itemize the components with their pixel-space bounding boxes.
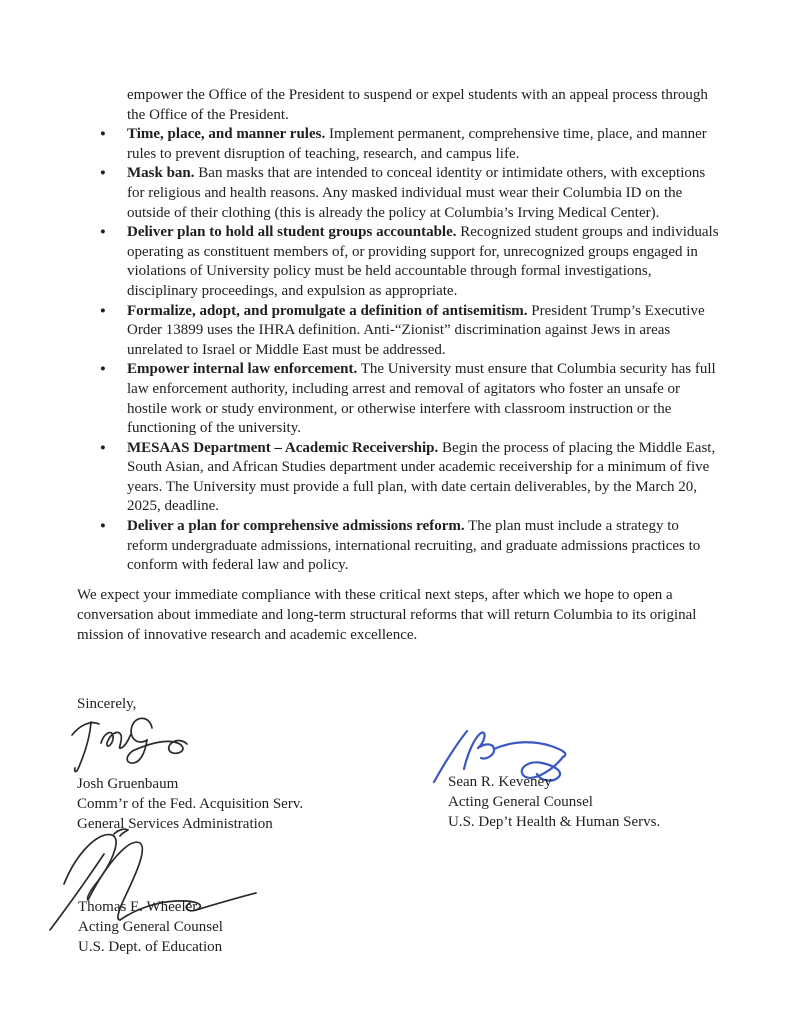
bullet-lead: Mask ban. [127,165,195,182]
bullet-lead: Empower internal law enforcement. [127,361,358,378]
valediction: Sincerely, [77,696,137,712]
signatory-name: Sean R. Keveney [448,774,552,790]
letter-body [77,86,719,645]
signatory-title: Acting General Counsel [78,919,223,935]
list-item [77,439,719,517]
list-item [77,223,719,301]
list-item [77,360,719,438]
bullet-text: President Trump’s Executive Order 13899 uses the IHRA definition. Anti-“Zionist” discrimination against Jews in areas unrelated to Israel or Middle East must be addressed. [127,302,705,358]
bullet-icon: ● [100,129,106,140]
bullet-icon: ● [100,305,106,316]
bullet-icon: ● [100,364,106,375]
list-item [77,164,719,223]
gruenbaum-signature-icon [66,706,196,780]
list-item [77,517,719,576]
closing-paragraph: We expect your immediate compliance with these critical next steps, after which we hope to open a conversation about immediate and long-term structural reforms that will return Columbia to its original mission of innovative research and academic excellence. [77,587,697,643]
bullet-text: Implement permanent, comprehensive time, place, and manner rules to prevent disruption of teaching, research, and campus life. [127,126,707,162]
demands-list [77,125,719,576]
signatory-block-wheeler [78,897,223,957]
bullet-lead: Deliver a plan for comprehensive admissions reform. [127,518,465,535]
bullet-continuation-text: empower the Office of the President to suspend or expel students with an appeal process through the Office of the President. [127,87,708,123]
signatory-name: Thomas E. Wheeler [78,899,198,915]
bullet-text: Recognized student groups and individuals operating as constituent members of, or providing support for, unrecognized groups engaged in violations of University policy must be held accountable through formal investigations, disciplinary proceedings, and expulsion as appropriate. [127,224,719,299]
bullet-icon: ● [100,442,106,453]
bullet-icon: ● [100,227,106,238]
list-item [77,302,719,361]
signatory-title: Comm’r of the Fed. Acquisition Serv. [77,796,304,812]
bullet-icon: ● [100,168,106,179]
bullet-lead: Formalize, adopt, and promulgate a definition of antisemitism. [127,302,528,319]
signatory-title: Acting General Counsel [448,794,593,810]
list-item [77,125,719,164]
bullet-icon: ● [100,521,106,532]
bullet-text: The plan must include a strategy to reform undergraduate admissions, international recruiting, and graduate admissions practices to conform with federal law and policy. [127,518,701,574]
bullet-lead: MESAAS Department – Academic Receivership. [127,439,439,456]
signatory-block-keveney [448,772,660,832]
signatory-org: General Services Administration [77,816,273,832]
signatory-org: U.S. Dep’t Health & Human Servs. [448,814,661,830]
signatory-name: Josh Gruenbaum [77,776,179,792]
signatory-block-gruenbaum [77,774,303,834]
bullet-lead: Deliver plan to hold all student groups accountable. [127,224,457,241]
bullet-text: Ban masks that are intended to conceal identity or intimidate others, with exceptions for religious and health reasons. Any masked individual must wear their Columbia ID on the outside of their clothing (this is already the policy at Columbia’s Irving Medical Center). [127,165,706,221]
bullet-text: Begin the process of placing the Middle East, South Asian, and African Studies department under academic receivership for a minimum of five years. The University must provide a full plan, with date certain deliverables, by the March 20, 2025, deadline. [127,439,716,515]
bullet-text: The University must ensure that Columbia security has full law enforcement authority, including arrest and removal of agitators who foster an unsafe or hostile work or study environment, or otherwise interfere with classroom instruction or the functioning of the university. [127,361,716,437]
bullet-lead: Time, place, and manner rules. [127,126,326,143]
signatory-org: U.S. Dept. of Education [78,939,223,955]
